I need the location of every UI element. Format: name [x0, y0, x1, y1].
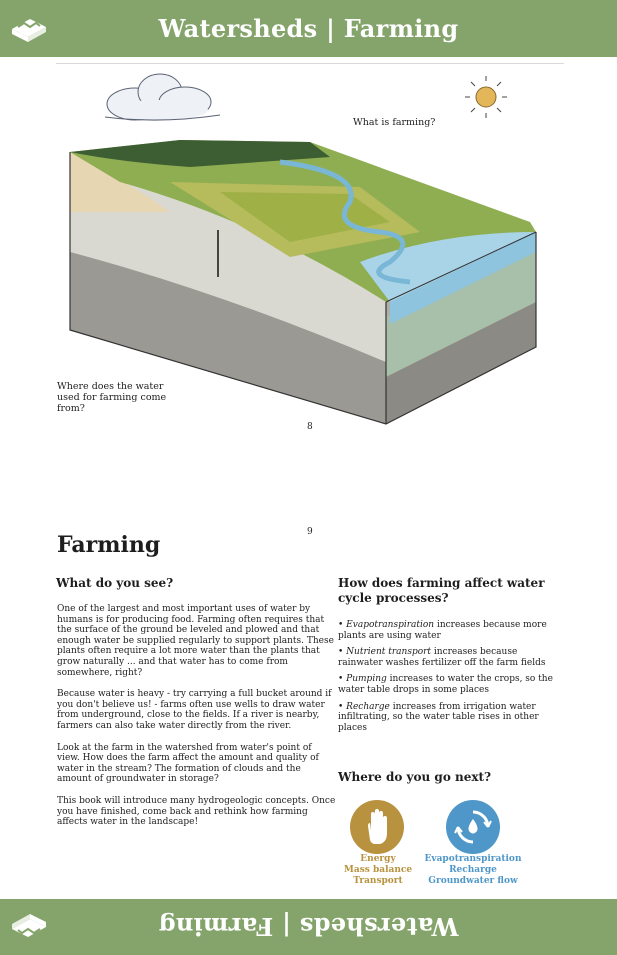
cycle-icon	[446, 800, 500, 854]
evapotranspiration-link-label[interactable]: Evapotranspiration Recharge Groundwater flow	[424, 854, 522, 886]
sun-icon	[465, 76, 507, 118]
paragraph: Because water is heavy - try carrying a full bucket around if you don't believe us! - farms often use wells to draw water from underground, close to the fields. If a river is nearby, farmers can also take water directly from the river.	[57, 689, 332, 731]
header-title: Watersheds | Farming	[158, 14, 459, 43]
evapotranspiration-link-button[interactable]	[446, 800, 500, 854]
cloud-icon	[105, 74, 220, 120]
right-heading: How does farming affect water cycle processes?	[338, 576, 545, 605]
list-item: • Pumping increases to water the crops, so the water table drops in some places	[338, 674, 553, 695]
footer-bar	[0, 899, 617, 955]
paragraph: Look at the farm in the watershed from water's point of view. How does the farm affect the amount and quality of water in the stream? The formation of clouds and the amount of groundwater in storage?	[57, 742, 319, 785]
page-number: 9	[307, 527, 313, 537]
footer-title: Watersheds | Farming	[158, 912, 459, 941]
energy-link-button[interactable]	[350, 800, 404, 854]
energy-link-label[interactable]: Energy Mass balance Transport	[343, 854, 413, 886]
left-column	[57, 604, 336, 828]
next-heading: Where do you go next?	[338, 770, 492, 784]
page-title: Farming	[57, 532, 161, 558]
paragraph: This book will introduce many hydrogeologic concepts. Once you have finished, come back and rethink how farming affects water in the landscape!	[57, 795, 336, 828]
list-item: • Evapotranspiration increases because more plants are using water	[338, 620, 547, 641]
list-item: • Nutrient transport increases because rainwater washes fertilizer off the farm fields	[338, 647, 546, 668]
paragraph: One of the largest and most important uses of water by humans is for producing food. Farming often requires that the surface of the ground be leveled and plowed and that enough water be supplied regularly to support plants. These plants often require a lot more water than the plants that grow naturally ... and that water has to come from somewhere, right?	[57, 604, 334, 678]
page-number: 8	[307, 422, 313, 432]
header-bar	[0, 0, 617, 57]
process-list	[338, 620, 558, 739]
question-top: What is farming?	[353, 117, 436, 128]
list-item: • Recharge increases from irrigation water infiltrating, so the water table rises in other places	[338, 701, 539, 733]
question-bottom: Where does the water used for farming come from?	[57, 381, 167, 414]
watershed-block-diagram	[60, 62, 560, 432]
left-heading: What do you see?	[56, 576, 174, 590]
hand-icon	[350, 800, 404, 854]
